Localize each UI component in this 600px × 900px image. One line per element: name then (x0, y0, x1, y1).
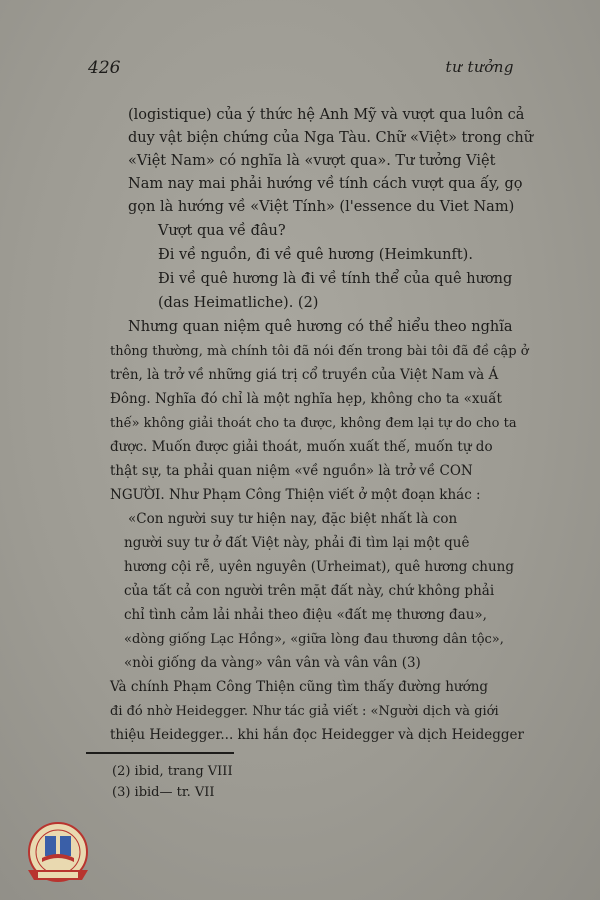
text-line: thiệu Heidegger... khi hắn đọc Heidegger và dịch Heidegger (110, 727, 525, 743)
footnote: (2) ibid, trang VIII (112, 764, 233, 779)
text-line: gọn là hướng về «Việt Tính» (l'essence du Viet Nam) (128, 199, 515, 215)
text-line: (logistique) của ý thức hệ Anh Mỹ và vượt qua luôn cả (128, 107, 525, 123)
text-line: duy vật biện chứng của Nga Tàu. Chữ «Việt» trong chữ (128, 130, 534, 146)
text-line: thật sự, ta phải quan niệm «về nguồn» là trở về CON (110, 463, 473, 479)
text-line: thông thường, mà chính tôi đã nói đến trong bài tôi đã đề cập ở (110, 344, 529, 359)
text-line: Vượt qua về đâu? (158, 223, 286, 239)
quote-line: «dòng giống Lạc Hồng», «giữa lòng đau thương dân tộc», (124, 632, 504, 647)
text-line: Đông. Nghĩa đó chỉ là một nghĩa hẹp, không cho ta «xuất (110, 391, 502, 407)
text-line: (das Heimatliche). (2) (158, 295, 319, 311)
text-line: Nhưng quan niệm quê hương có thể hiểu theo nghĩa (128, 319, 513, 335)
quote-line: người suy tư ở đất Việt này, phải đi tìm lại một quê (124, 535, 470, 551)
text-line: Đi về quê hương là đi về tính thể của quê hương (158, 271, 513, 287)
page-number: 426 (88, 58, 121, 78)
text-line: «Việt Nam» có nghĩa là «vượt qua». Tư tưởng Việt (128, 153, 496, 169)
quote-line: «Con người suy tư hiện nay, đặc biệt nhất là con (128, 511, 458, 527)
text-line: trên, là trở về những giá trị cổ truyền của Việt Nam và Á (110, 367, 499, 383)
footnote-rule (86, 752, 234, 754)
text-line: Đi về nguồn, đi về quê hương (Heimkunft). (158, 247, 473, 263)
text-line: được. Muốn được giải thoát, muốn xuất thế, muốn tự do (110, 439, 493, 455)
quote-line: chỉ tình cảm lải nhải theo điệu «đất mẹ thương đau», (124, 607, 487, 623)
quote-line: «nòi giống da vàng» vân vân và vân vân (3) (124, 655, 421, 671)
running-head: tư tưởng (445, 58, 514, 76)
footnote: (3) ibid— tr. VII (112, 785, 215, 800)
publisher-seal-logo (18, 820, 98, 888)
text-line: NGƯỜI. Như Phạm Công Thiện viết ở một đoạn khác : (110, 487, 481, 503)
quote-line: hương cội rễ, uyên nguyên (Urheimat), quê hương chung (124, 559, 514, 575)
text-line: thế» không giải thoát cho ta được, không đem lại tự do cho ta (110, 416, 517, 431)
text-line: Và chính Phạm Công Thiện cũng tìm thấy đường hướng (110, 679, 489, 695)
text-line: Nam nay mai phải hướng về tính cách vượt qua ấy, gọ (128, 176, 523, 192)
quote-line: của tất cả con người trên mặt đất này, chứ không phải (124, 583, 495, 599)
page-header (88, 58, 514, 82)
text-line: đi đó nhờ Heidegger. Như tác giả viết : «Người dịch và giới (110, 704, 499, 719)
